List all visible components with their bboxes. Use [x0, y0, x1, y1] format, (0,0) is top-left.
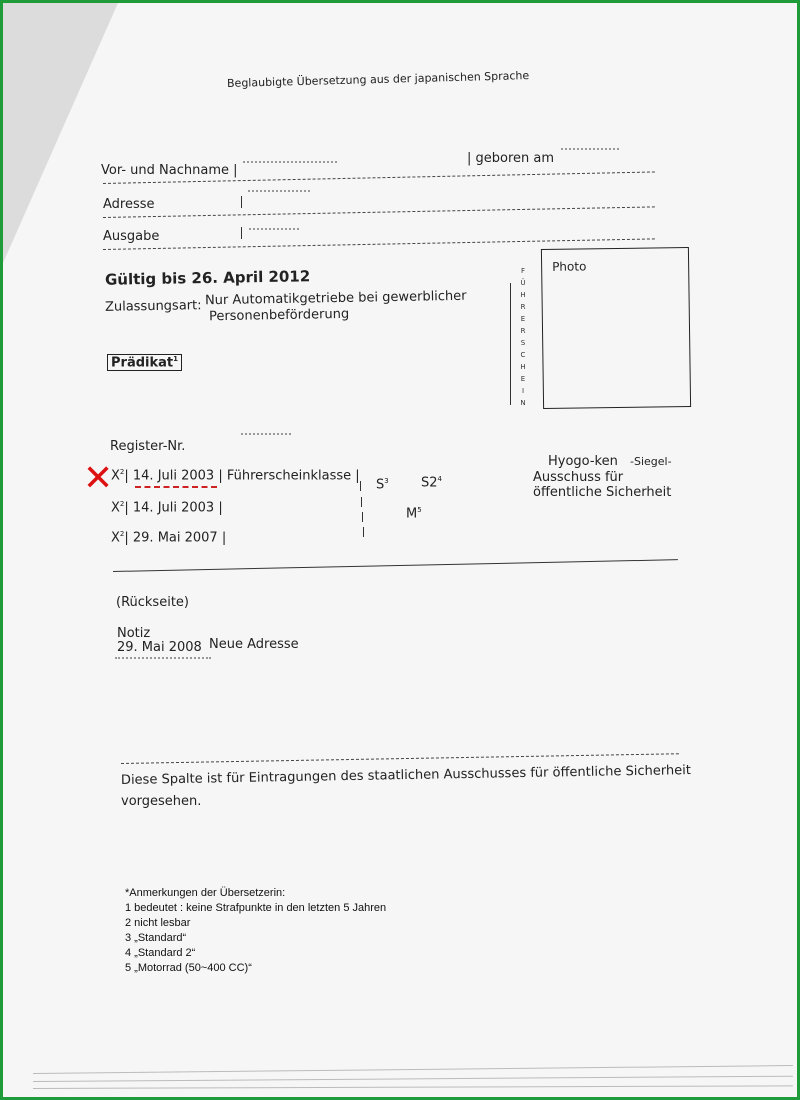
class-m-label: M [406, 506, 418, 522]
class-s2 [421, 475, 442, 490]
entry-2-sup: 2 [119, 500, 125, 508]
document-title: Beglaubigte Übersetzung aus der japanischen Sprache [226, 69, 530, 90]
front-back-divider [113, 559, 678, 572]
predicate-box [107, 354, 182, 371]
license-type-line2: Personenbeförderung [208, 306, 350, 325]
entry-1-sup: 2 [119, 468, 125, 476]
class-m-sup: 5 [417, 506, 422, 514]
column-note-line2: vorgesehen. [121, 794, 202, 809]
issue-separator [241, 227, 242, 239]
license-type-label: Zulassungsart: [104, 298, 202, 315]
class-separator-3 [362, 512, 363, 522]
vertical-letter: H [520, 363, 526, 371]
translator-notes [125, 886, 386, 976]
page-edge-2 [33, 1076, 793, 1082]
red-cross-mark: ✕ [83, 458, 114, 499]
vertical-letter: E [520, 315, 526, 323]
vertical-letter: Ü [520, 279, 526, 287]
address-redaction [248, 190, 310, 192]
column-note-line1: Diese Spalte ist für Eintragungen des staatlichen Ausschusses für öffentliche Sicherheit [120, 763, 691, 788]
entry-1-text: | 14. Juli 2003 | Führerscheinklasse | [124, 468, 360, 484]
entry-2-text: | 14. Juli 2003 | [124, 500, 223, 516]
authority-seal: -Siegel- [630, 455, 672, 468]
authority-line1: Hyogo-ken [548, 454, 618, 469]
vertical-divider [510, 283, 511, 405]
translator-notes-heading: *Anmerkungen der Übersetzerin: [125, 887, 286, 899]
register-label: Register-Nr. [110, 439, 186, 454]
vertical-letter: I [521, 387, 525, 395]
address-separator [241, 196, 242, 208]
authority-line2: Ausschuss für [533, 470, 624, 485]
class-separator-1 [360, 481, 361, 491]
vertical-letter: R [520, 327, 526, 335]
license-type-line1: Nur Automatikgetriebe bei gewerblicher [204, 288, 467, 309]
entry-2-prefix: X [111, 500, 120, 516]
vertical-letter: H [520, 291, 526, 299]
predicate-label: Prädikat [111, 355, 174, 371]
entry-row-1 [111, 468, 360, 483]
name-redaction [243, 161, 337, 163]
vertical-letter: F [520, 267, 526, 275]
vertical-letter: E [520, 375, 526, 383]
vertical-letter: R [520, 303, 526, 311]
translator-note-5: 5 „Motorrad (50~400 CC)“ [125, 962, 252, 974]
address-line [103, 206, 655, 218]
address-label: Adresse [103, 197, 155, 212]
authority-line3: öffentliche Sicherheit [533, 485, 672, 500]
entry-row-3 [111, 530, 226, 545]
class-s-sup: 3 [384, 477, 389, 485]
issue-label: Ausgabe [103, 229, 160, 244]
notiz-underline [115, 657, 211, 659]
class-separator-2 [361, 497, 362, 507]
name-label: Vor- und Nachname | [101, 163, 238, 178]
notiz-change: Neue Adresse [209, 637, 299, 652]
register-redaction [241, 433, 291, 435]
class-m [406, 506, 422, 521]
validity-text: Gültig bis 26. April 2012 [104, 267, 311, 289]
class-separator-4 [363, 527, 364, 537]
class-s [376, 477, 389, 492]
predicate-footnote: 1 [173, 355, 178, 363]
document-page [3, 3, 797, 1097]
born-label: | geboren am [467, 151, 555, 166]
column-note-line [121, 753, 679, 764]
notiz-label: Notiz [117, 626, 151, 641]
vertical-letter: C [520, 351, 526, 359]
translator-note-2: 2 nicht lesbar [125, 917, 191, 929]
translator-note-4: 4 „Standard 2“ [125, 947, 196, 959]
back-side-label: (Rückseite) [116, 595, 189, 610]
class-s-label: S [376, 477, 385, 493]
translator-note-1: 1 bedeutet : keine Strafpunkte in den letzten 5 Jahren [125, 902, 387, 914]
entry-1-prefix: X [111, 468, 120, 484]
notiz-date: 29. Mai 2008 [117, 640, 202, 655]
photo-label: Photo [552, 259, 587, 274]
photo-box [541, 247, 691, 409]
vertical-letter: N [520, 399, 526, 407]
vertical-fuehrerschein-text [517, 265, 529, 409]
vertical-letter: S [520, 339, 526, 347]
issue-redaction [249, 228, 299, 230]
born-redaction [561, 148, 619, 150]
red-underline [135, 486, 217, 488]
entry-3-sup: 2 [119, 530, 125, 538]
entry-3-prefix: X [111, 530, 120, 546]
class-s2-sup: 4 [437, 475, 442, 483]
entry-row-2 [111, 500, 223, 515]
class-s2-label: S2 [421, 475, 438, 491]
folded-corner [3, 3, 118, 263]
page-edge-3 [33, 1085, 793, 1089]
page-edge-1 [33, 1065, 793, 1074]
translator-note-3: 3 „Standard“ [125, 932, 187, 944]
entry-3-text: | 29. Mai 2007 | [124, 530, 227, 546]
